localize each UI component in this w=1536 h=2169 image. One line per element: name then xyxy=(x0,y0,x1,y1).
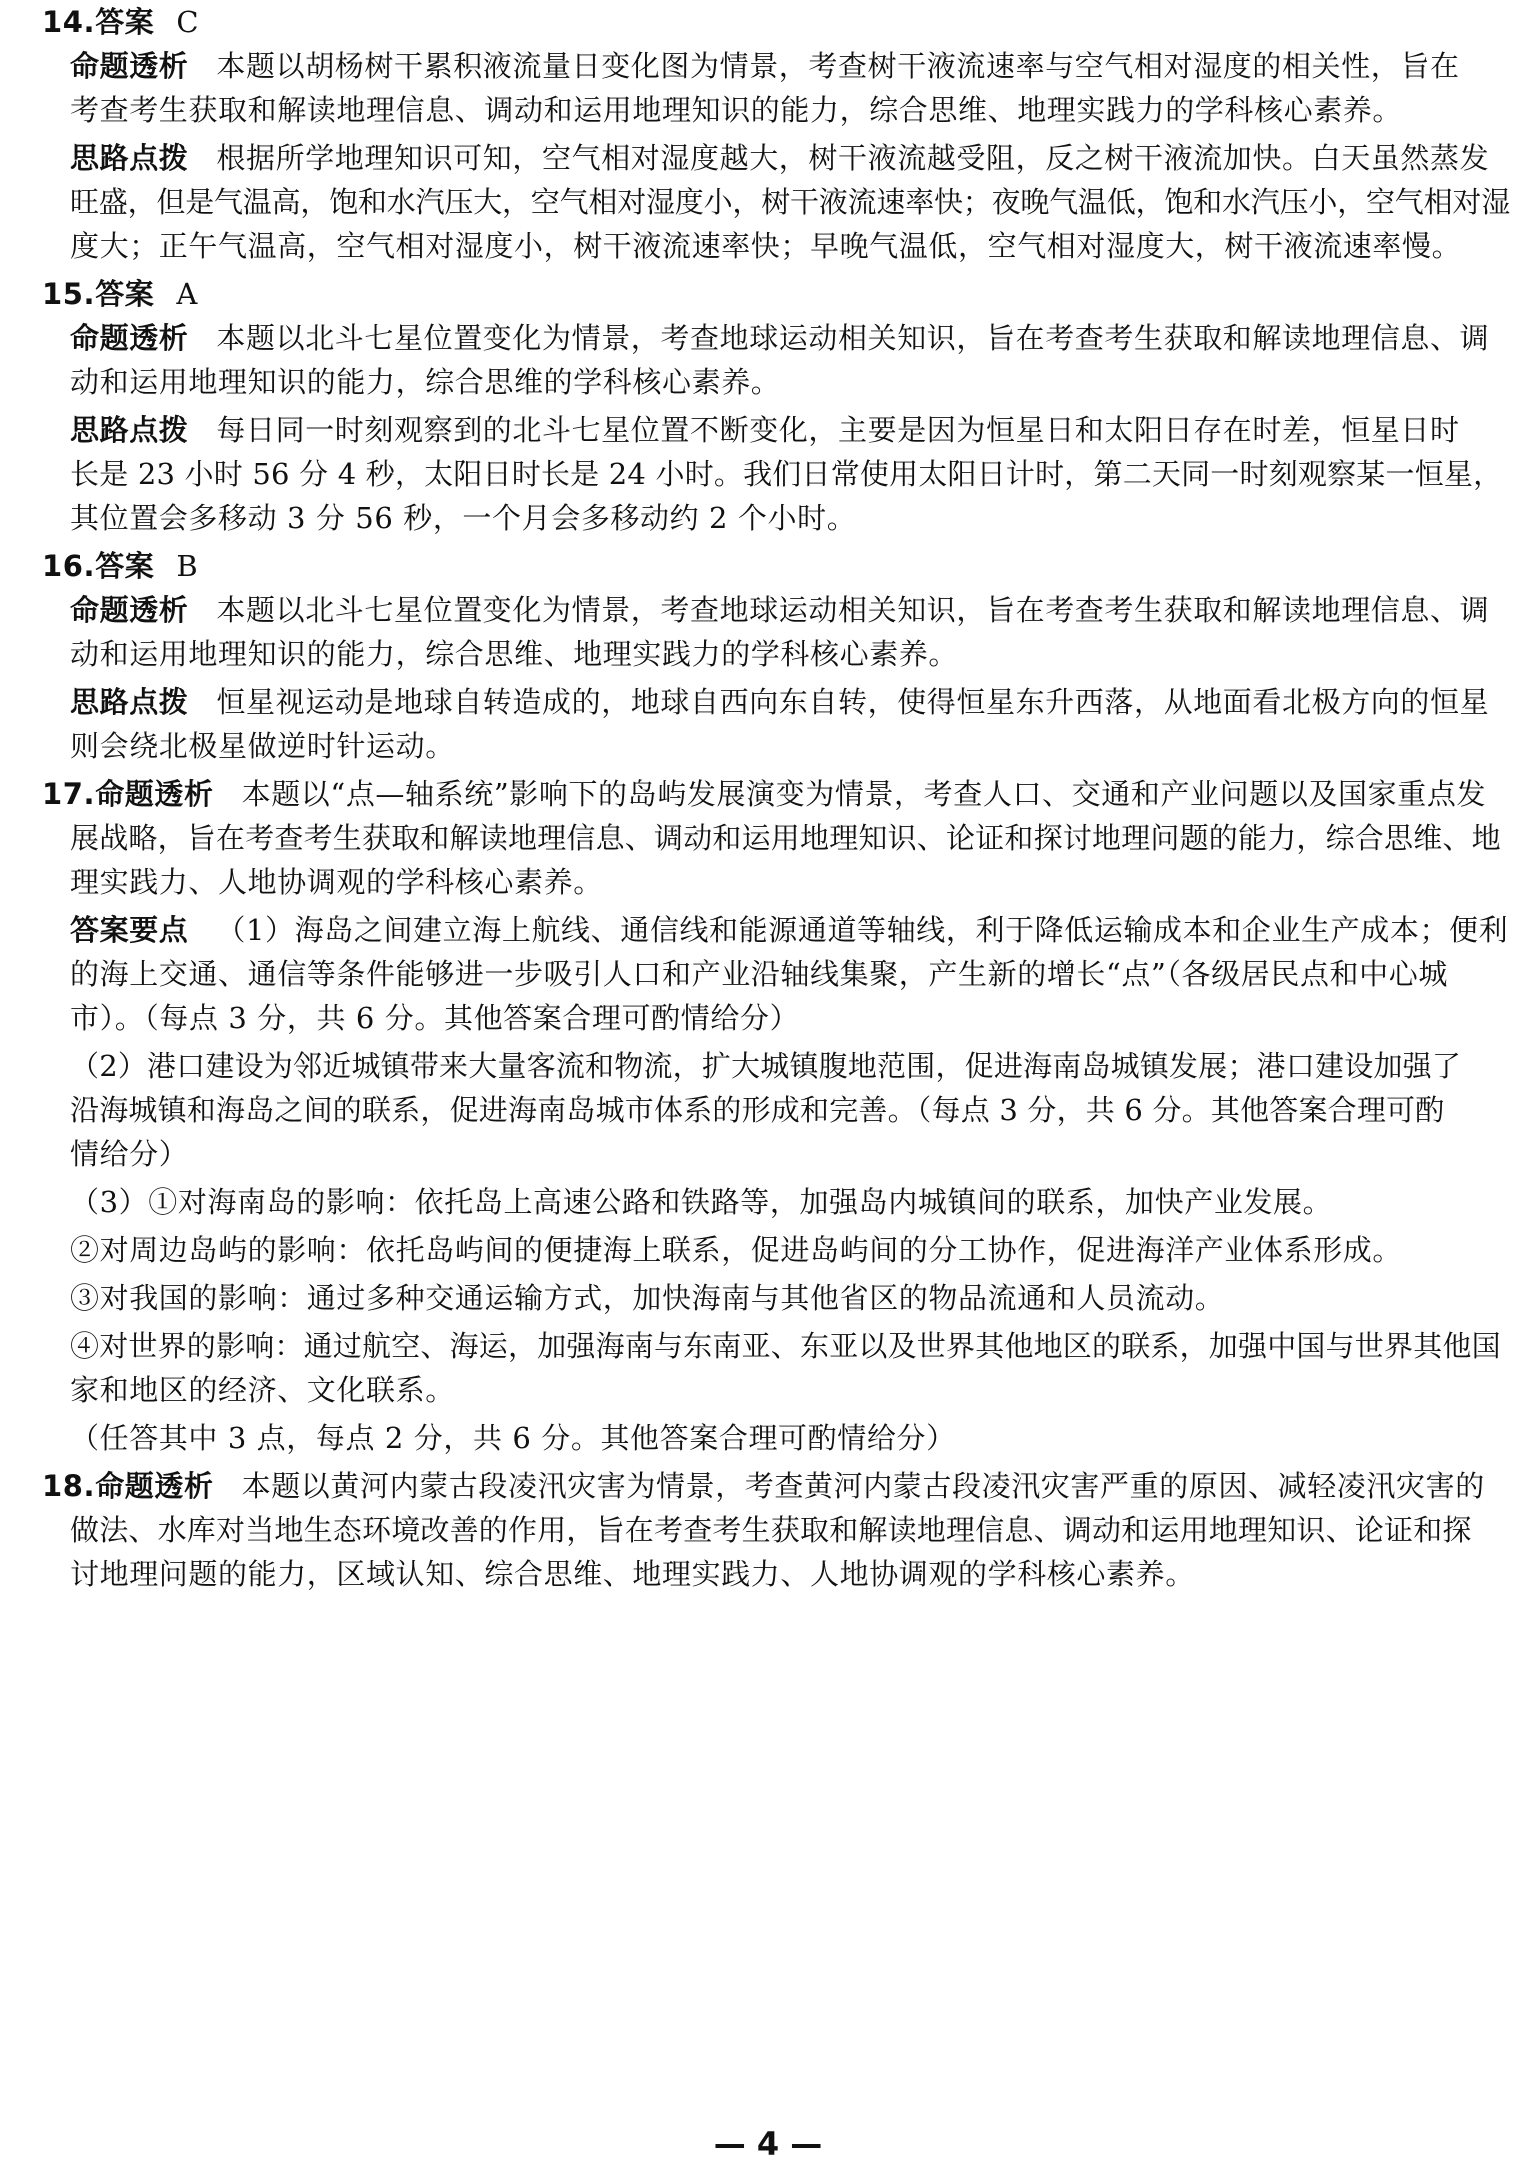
q14-tip-line-1: 思路点拨 根据所学地理知识可知，空气相对湿度越大，树干液流越受阻，反之树干液流加快。白天虽然蒸发 xyxy=(70,141,1490,175)
q17-part3-line-5: 家和地区的经济、文化联系。 xyxy=(70,1373,455,1407)
q14-intent-line-1: 命题透析 本题以胡杨树干累积液流量日变化图为情景，考查树干液流速率与空气相对湿度的相关性，旨在 xyxy=(70,49,1460,83)
q14-tip-line-3: 度大；正午气温高，空气相对湿度小，树干液流速率快；早晚气温低，空气相对湿度大，树干液流速率慢。 xyxy=(70,229,1462,263)
q17-intent-line-1: 17.命题透析 本题以“点—轴系统”影响下的岛屿发展演变为情景，考查人口、交通和产业问题以及国家重点发 xyxy=(42,777,1487,811)
q17-part3-line-6: （任答其中 3 点，每点 2 分，共 6 分。其他答案合理可酌情给分） xyxy=(70,1421,956,1455)
q17-key-line-1: 答案要点 （1）海岛之间建立海上航线、通信线和能源通道等轴线，利于降低运输成本和企业生产成本；便利 xyxy=(70,913,1509,947)
q17-part3-line-2: ②对周边岛屿的影响：依托岛屿间的便捷海上联系，促进岛屿间的分工协作，促进海洋产业体系形成。 xyxy=(70,1233,1403,1267)
page-number: — 4 — xyxy=(713,2125,823,2163)
q17-key-line-3: 市）。（每点 3 分，共 6 分。其他答案合理可酌情给分） xyxy=(70,1001,800,1035)
q17-key-line-2: 的海上交通、通信等条件能够进一步吸引人口和产业沿轴线集聚，产生新的增长“点”（各级居民点和中心城 xyxy=(70,957,1448,991)
q14-answer-line: 14.答案 C xyxy=(42,5,200,39)
q18-intent-line-2: 做法、水库对当地生态环境改善的作用，旨在考查考生获取和解读地理信息、调动和运用地理知识、论证和探 xyxy=(70,1513,1472,1547)
q15-intent-line-2: 动和运用地理知识的能力，综合思维的学科核心素养。 xyxy=(70,365,781,399)
q14-intent-line-2: 考查考生获取和解读地理信息、调动和运用地理知识的能力，综合思维、地理实践力的学科核心素养。 xyxy=(70,93,1403,127)
q17-part2-line-1: （2）港口建设为邻近城镇带来大量客流和物流，扩大城镇腹地范围，促进海南岛城镇发展；港口建设加强了 xyxy=(70,1049,1462,1083)
q17-intent-line-2: 展战略，旨在考查考生获取和解读地理信息、调动和运用地理知识、论证和探讨地理问题的能力，综合思维、地 xyxy=(70,821,1501,855)
q17-part3-line-3: ③对我国的影响：通过多种交通运输方式，加快海南与其他省区的物品流通和人员流动。 xyxy=(70,1281,1225,1315)
q17-part3-line-4: ④对世界的影响：通过航空、海运，加强海南与东南亚、东亚以及世界其他地区的联系，加强中国与世界其他国 xyxy=(70,1329,1501,1363)
q17-part2-line-3: 情给分） xyxy=(70,1137,189,1171)
q14-tip-line-2: 旺盛，但是气温高，饱和水汽压大，空气相对湿度小，树干液流速率快；夜晚气温低，饱和水汽压小，空气相对湿 xyxy=(70,185,1511,219)
q16-tip-line-1: 思路点拨 恒星视运动是地球自转造成的，地球自西向东自转，使得恒星东升西落，从地面看北极方向的恒星 xyxy=(70,685,1490,719)
q15-answer-line: 15.答案 A xyxy=(42,277,198,311)
q15-tip-line-3: 其位置会多移动 3 分 56 秒，一个月会多移动约 2 个小时。 xyxy=(70,501,857,535)
q16-answer-line: 16.答案 B xyxy=(42,549,199,583)
q15-intent-line-1: 命题透析 本题以北斗七星位置变化为情景，考查地球运动相关知识，旨在考查考生获取和解读地理信息、调 xyxy=(70,321,1490,355)
q15-tip-line-2: 长是 23 小时 56 分 4 秒，太阳日时长是 24 小时。我们日常使用太阳日计时，第二天同一时刻观察某一恒星， xyxy=(70,457,1503,491)
q16-tip-line-2: 则会绕北极星做逆时针运动。 xyxy=(70,729,455,763)
q18-intent-line-1: 18.命题透析 本题以黄河内蒙古段凌汛灾害为情景，考查黄河内蒙古段凌汛灾害严重的原因、减轻凌汛灾害的 xyxy=(42,1469,1485,1503)
q16-intent-line-2: 动和运用地理知识的能力，综合思维、地理实践力的学科核心素养。 xyxy=(70,637,959,671)
q16-intent-line-1: 命题透析 本题以北斗七星位置变化为情景，考查地球运动相关知识，旨在考查考生获取和解读地理信息、调 xyxy=(70,593,1490,627)
q17-intent-line-3: 理实践力、人地协调观的学科核心素养。 xyxy=(70,865,603,899)
q15-tip-line-1: 思路点拨 每日同一时刻观察到的北斗七星位置不断变化，主要是因为恒星日和太阳日存在时差，恒星日时 xyxy=(70,413,1460,447)
q17-part3-line-1: （3）①对海南岛的影响：依托岛上高速公路和铁路等，加强岛内城镇间的联系，加快产业发展。 xyxy=(70,1185,1333,1219)
q17-part2-line-2: 沿海城镇和海岛之间的联系，促进海南岛城市体系的形成和完善。（每点 3 分，共 6 分。其他答案合理可酌 xyxy=(70,1093,1445,1127)
q18-intent-line-3: 讨地理问题的能力，区域认知、综合思维、地理实践力、人地协调观的学科核心素养。 xyxy=(70,1557,1195,1591)
